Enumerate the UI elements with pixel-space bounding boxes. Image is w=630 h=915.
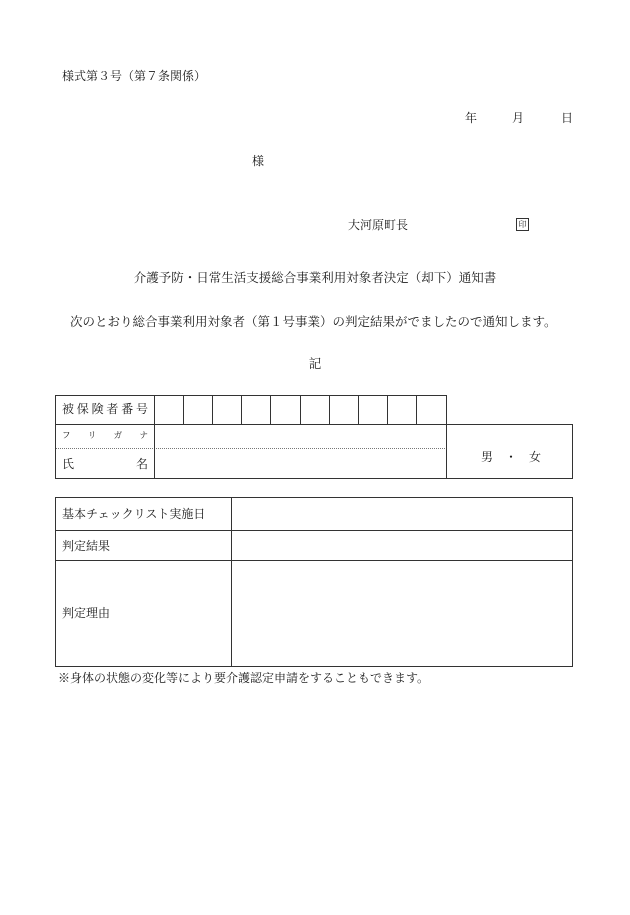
footnote: ※身体の状態の変化等により要介護認定申請をすることもできます。 xyxy=(58,671,430,685)
judgment-reason-label: 判定理由 xyxy=(62,606,111,620)
label-char: 名 xyxy=(135,457,148,471)
table-border xyxy=(446,395,447,479)
furigana-input[interactable] xyxy=(155,425,446,448)
checklist-date-label: 基本チェックリスト実施日 xyxy=(62,507,206,521)
insured-number-label xyxy=(62,403,148,415)
table-border xyxy=(572,424,573,479)
judgment-result-label: 判定結果 xyxy=(62,539,111,553)
table-border xyxy=(572,497,573,667)
insured-number-digit-5[interactable] xyxy=(271,396,299,424)
form-number: 様式第３号（第７条関係） xyxy=(62,69,207,83)
insured-number-digit-6[interactable] xyxy=(301,396,329,424)
insured-number-digit-2[interactable] xyxy=(184,396,212,424)
date-day-label: 日 xyxy=(561,111,574,125)
label-char: 番 xyxy=(121,402,134,416)
gender-options[interactable]: 男 ・ 女 xyxy=(481,450,542,464)
checklist-date-value[interactable] xyxy=(232,498,572,530)
label-char: 被 xyxy=(62,402,75,416)
name-label xyxy=(62,458,148,470)
issuer-name: 大河原町長 xyxy=(348,218,409,232)
ki-heading: 記 xyxy=(308,356,322,371)
insured-number-digit-3[interactable] xyxy=(213,396,241,424)
label-char: 者 xyxy=(106,402,119,416)
label-char: 保 xyxy=(76,402,89,416)
intro-text: 次のとおり総合事業利用対象者（第１号事業）の判定結果がでましたので通知します。 xyxy=(70,314,557,329)
name-input[interactable] xyxy=(155,449,446,478)
label-char: リ xyxy=(87,431,97,441)
date-year-label: 年 xyxy=(465,111,478,125)
insured-number-digit-10[interactable] xyxy=(417,396,445,424)
insured-number-digit-8[interactable] xyxy=(359,396,387,424)
document-title: 介護予防・日常生活支援総合事業利用対象者決定（却下）通知書 xyxy=(133,270,497,285)
label-char: フ xyxy=(62,431,71,441)
table-border xyxy=(55,497,56,667)
label-char: 険 xyxy=(91,402,104,416)
insured-number-digit-1[interactable] xyxy=(155,396,183,424)
judgment-result-value[interactable] xyxy=(232,531,572,560)
label-char: 氏 xyxy=(62,457,75,471)
recipient-honorific: 様 xyxy=(252,154,265,168)
label-char: 号 xyxy=(135,402,148,416)
insured-number-digit-4[interactable] xyxy=(242,396,270,424)
table-border xyxy=(55,395,56,479)
date-month-label: 月 xyxy=(512,111,525,125)
table-border xyxy=(55,478,573,479)
table-border xyxy=(55,666,573,667)
insured-number-digit-9[interactable] xyxy=(388,396,416,424)
seal-icon: 印 xyxy=(516,218,529,231)
judgment-reason-value[interactable] xyxy=(232,561,572,666)
label-char: ガ xyxy=(113,431,123,441)
furigana-label xyxy=(62,432,148,441)
insured-number-digit-7[interactable] xyxy=(330,396,358,424)
label-char: ナ xyxy=(139,431,148,441)
